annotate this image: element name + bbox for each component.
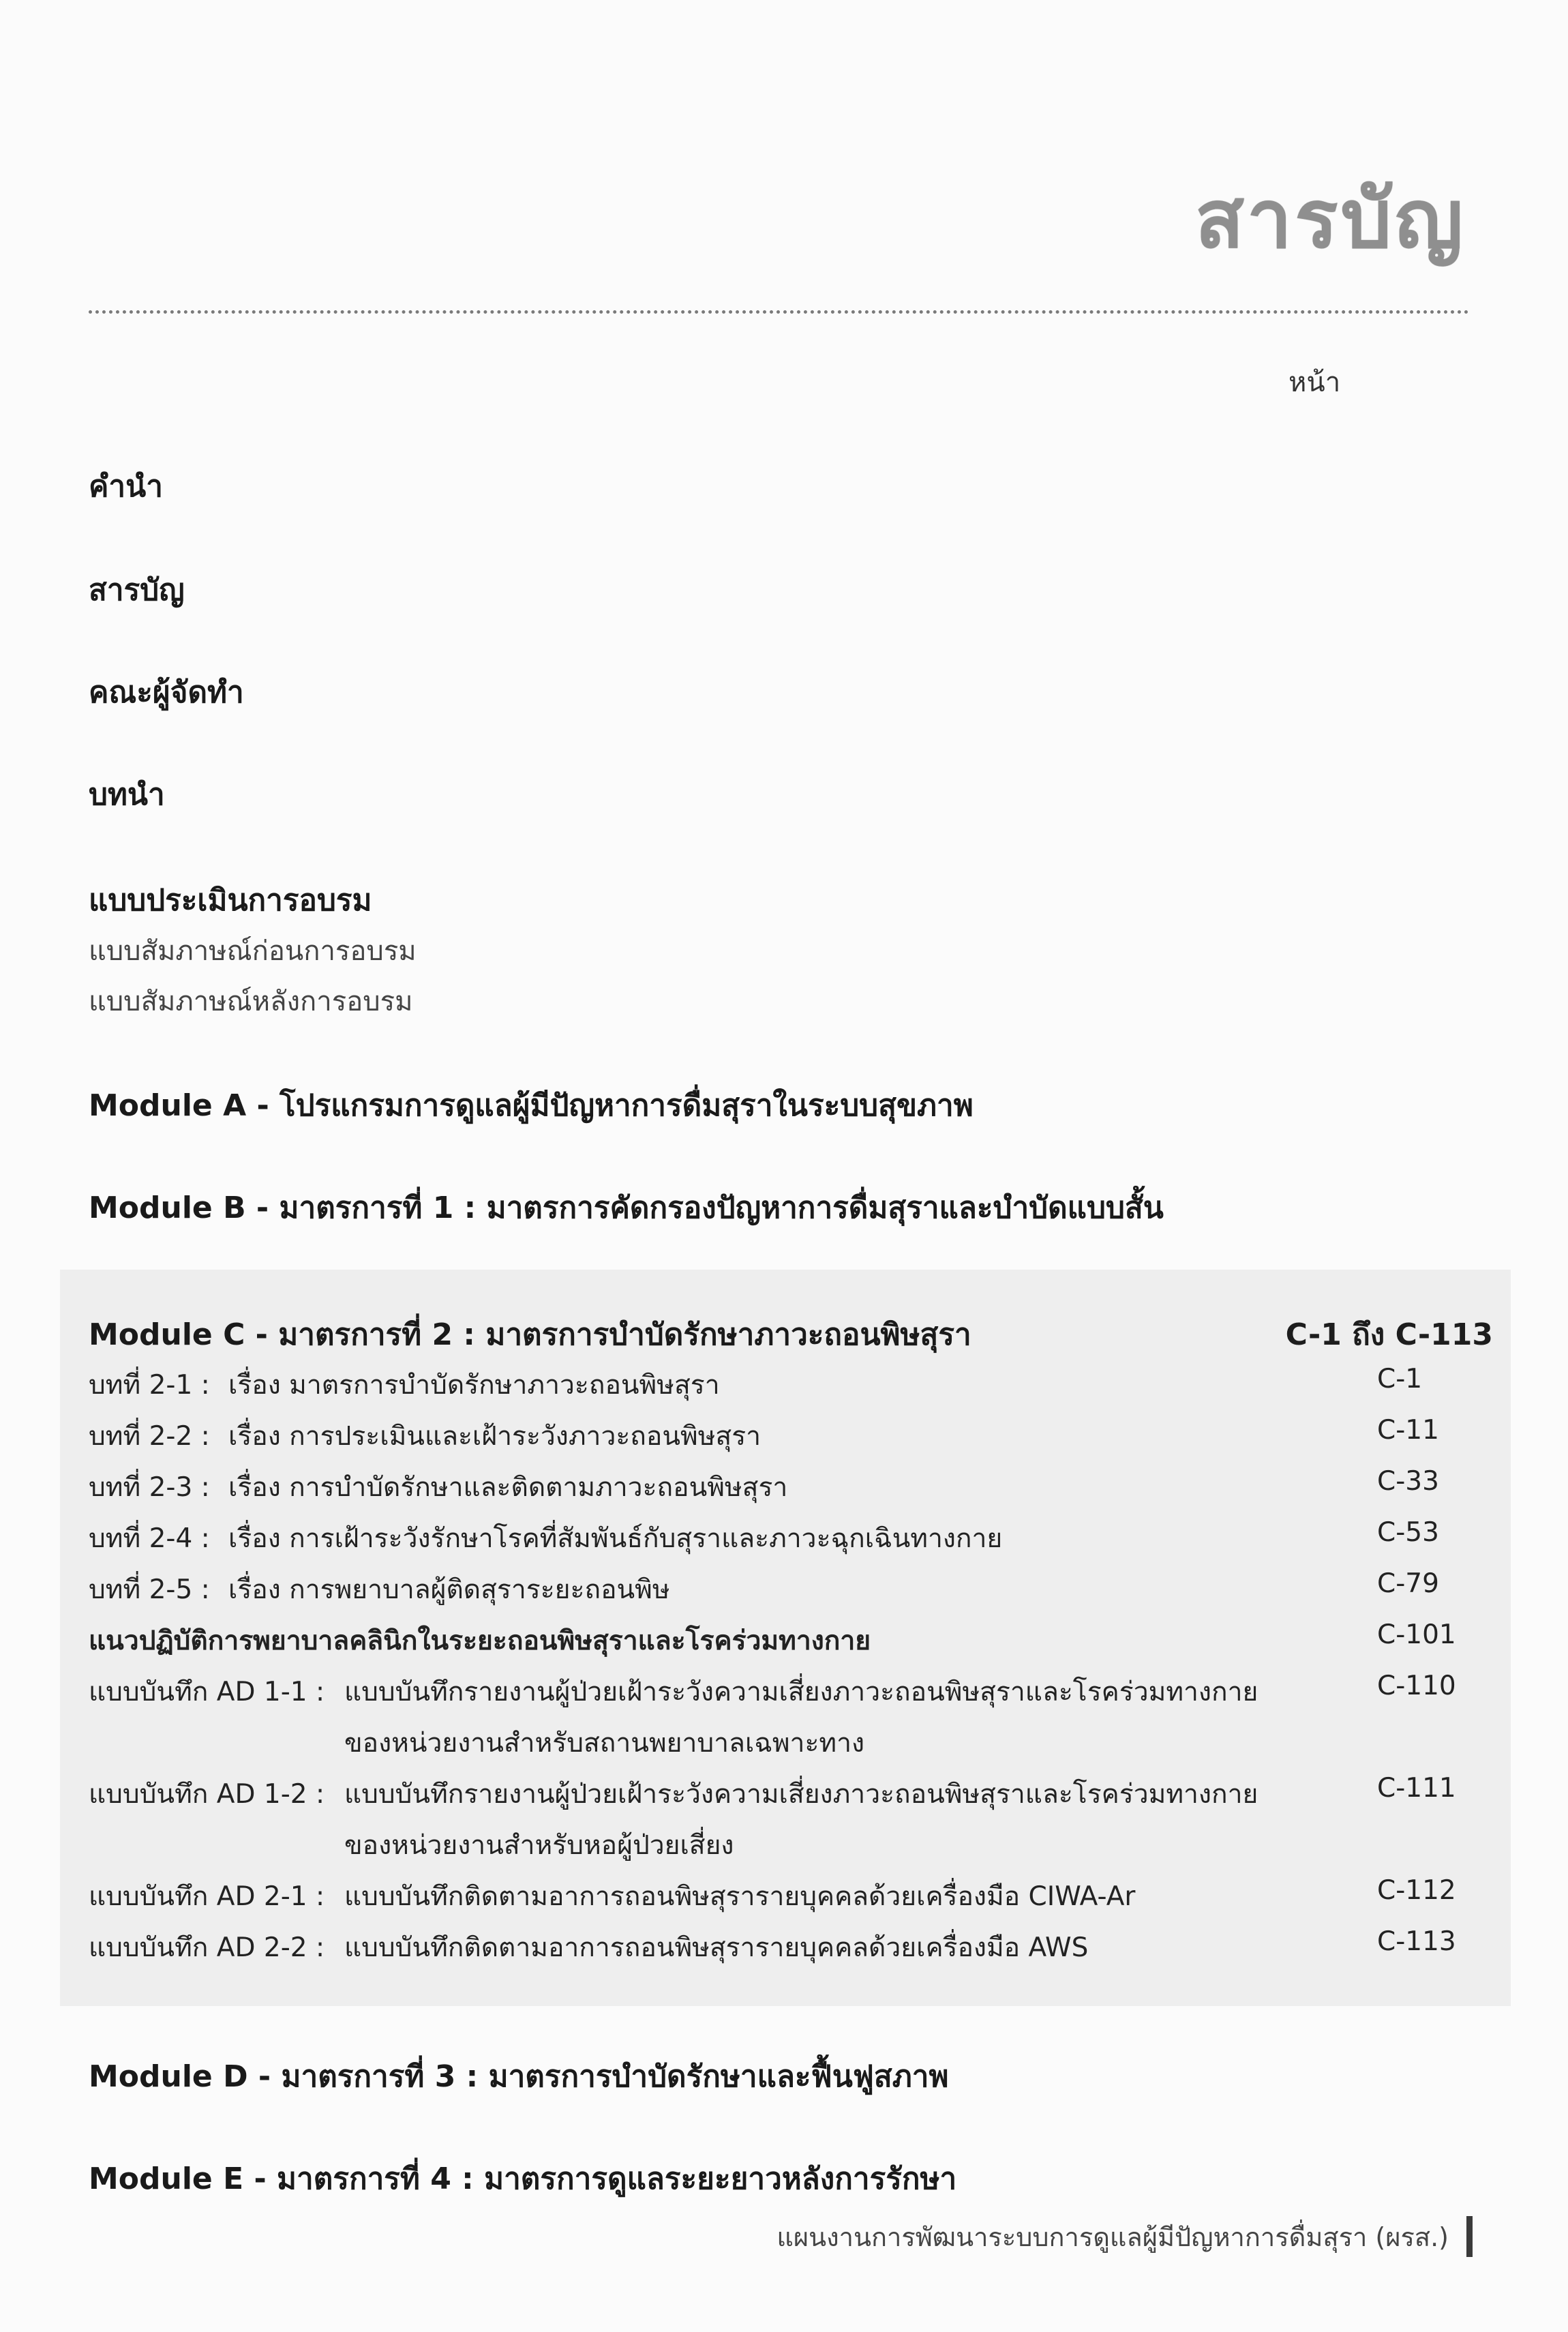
page-number: C-1 (1377, 1364, 1423, 1394)
toc-entry-contents[interactable]: สารบัญ (89, 573, 185, 608)
toc-subentry-pre-interview[interactable]: แบบสัมภาษณ์ก่อนการอบรม (89, 936, 417, 967)
record-title-continued: ของหน่วยงานสำหรับหอผู้ป่วยเสี่ยง (344, 1830, 734, 1861)
chapter-title: เรื่อง การเฝ้าระวังรักษาโรคที่สัมพันธ์กับสุราและภาวะฉุกเฉินทางกาย (228, 1523, 1003, 1554)
page-number: C-111 (1377, 1773, 1456, 1804)
page-number: C-101 (1377, 1619, 1456, 1650)
record-title: แบบบันทึกติดตามอาการถอนพิษสุรารายบุคคลด้วยเครื่องมือ AWS (344, 1932, 1089, 1963)
record-code: แบบบันทึก AD 2-1 : (89, 1881, 325, 1912)
chapter-title: เรื่อง การพยาบาลผู้ติดสุราระยะถอนพิษ (228, 1574, 670, 1605)
toc-row-chapter[interactable] (89, 1466, 1486, 1507)
chapter-number: บทที่ 2-4 : (89, 1523, 210, 1554)
chapter-number: บทที่ 2-2 : (89, 1421, 210, 1452)
page-number: C-113 (1377, 1926, 1456, 1957)
toc-entry-module-a[interactable]: Module A - โปรแกรมการดูแลผู้มีปัญหาการดื่มสุราในระบบสุขภาพ (89, 1088, 974, 1123)
module-c-page-range: C-1 ถึง C-113 (1285, 1317, 1493, 1352)
page-number: C-53 (1377, 1517, 1439, 1548)
record-code: แบบบันทึก AD 1-2 : (89, 1779, 325, 1810)
toc-row-chapter[interactable] (89, 1517, 1486, 1558)
chapter-number: บทที่ 2-1 : (89, 1370, 210, 1401)
module-c-heading: Module C - มาตรการที่ 2 : มาตรการบำบัดรักษาภาวะถอนพิษสุรา (89, 1317, 971, 1352)
record-title: แบบบันทึกติดตามอาการถอนพิษสุรารายบุคคลด้วยเครื่องมือ CIWA-Ar (344, 1881, 1136, 1912)
chapter-number: บทที่ 2-5 : (89, 1574, 210, 1605)
page-number: C-33 (1377, 1466, 1439, 1497)
toc-row-record[interactable] (89, 1773, 1486, 1868)
toc-entry-module-b[interactable]: Module B - มาตรการที่ 1 : มาตรการคัดกรองปัญหาการดื่มสุราและบำบัดแบบสั้น (89, 1191, 1164, 1225)
chapter-title: เรื่อง มาตรการบำบัดรักษาภาวะถอนพิษสุรา (228, 1370, 720, 1401)
toc-row-chapter[interactable] (89, 1364, 1486, 1405)
toc-entry-introduction[interactable]: บทนำ (89, 777, 165, 812)
toc-entry-module-e[interactable]: Module E - มาตรการที่ 4 : มาตรการดูแลระยะยาวหลังการรักษา (89, 2162, 957, 2196)
toc-entry-preface[interactable]: คำนำ (89, 469, 163, 504)
running-footer: แผนงานการพัฒนาระบบการดูแลผู้มีปัญหาการดื่มสุรา (ผรส.) (777, 2222, 1449, 2252)
toc-row-record[interactable] (89, 1671, 1486, 1766)
page-column-label: หน้า (1288, 367, 1341, 398)
toc-row-guideline[interactable] (89, 1619, 1486, 1660)
page-number: C-11 (1377, 1415, 1439, 1446)
footer-bar (1466, 2216, 1473, 2257)
page-number: C-112 (1377, 1875, 1456, 1906)
toc-subentry-post-interview[interactable]: แบบสัมภาษณ์หลังการอบรม (89, 986, 413, 1017)
page-number: C-110 (1377, 1671, 1456, 1701)
dotted-divider (89, 310, 1469, 314)
toc-entry-module-d[interactable]: Module D - มาตรการที่ 3 : มาตรการบำบัดรักษาและฟื้นฟูสภาพ (89, 2059, 949, 2094)
toc-entry-evaluation[interactable]: แบบประเมินการอบรม (89, 883, 372, 918)
toc-row-chapter[interactable] (89, 1415, 1486, 1456)
record-title: แบบบันทึกรายงานผู้ป่วยเฝ้าระวังความเสี่ยงภาวะถอนพิษสุราและโรคร่วมทางกาย (344, 1779, 1258, 1810)
chapter-title: เรื่อง การบำบัดรักษาและติดตามภาวะถอนพิษสุรา (228, 1472, 788, 1503)
page-number: C-79 (1377, 1568, 1439, 1599)
toc-row-chapter[interactable] (89, 1568, 1486, 1609)
toc-entry-authors[interactable]: คณะผู้จัดทำ (89, 675, 244, 710)
chapter-title: เรื่อง การประเมินและเฝ้าระวังภาวะถอนพิษสุรา (228, 1421, 762, 1452)
record-code: แบบบันทึก AD 1-1 : (89, 1677, 325, 1707)
chapter-number: บทที่ 2-3 : (89, 1472, 210, 1503)
record-code: แบบบันทึก AD 2-2 : (89, 1932, 325, 1963)
record-title-continued: ของหน่วยงานสำหรับสถานพยาบาลเฉพาะทาง (344, 1728, 865, 1759)
record-title: แบบบันทึกรายงานผู้ป่วยเฝ้าระวังความเสี่ยงภาวะถอนพิษสุราและโรคร่วมทางกาย (344, 1677, 1258, 1707)
guideline-title: แนวปฏิบัติการพยาบาลคลินิกในระยะถอนพิษสุราและโรคร่วมทางกาย (89, 1626, 871, 1656)
toc-row-record[interactable] (89, 1926, 1486, 1967)
page-title: สารบัญ (1194, 172, 1466, 266)
toc-row-record[interactable] (89, 1875, 1486, 1916)
toc-entry-module-c[interactable] (89, 1311, 1493, 1358)
